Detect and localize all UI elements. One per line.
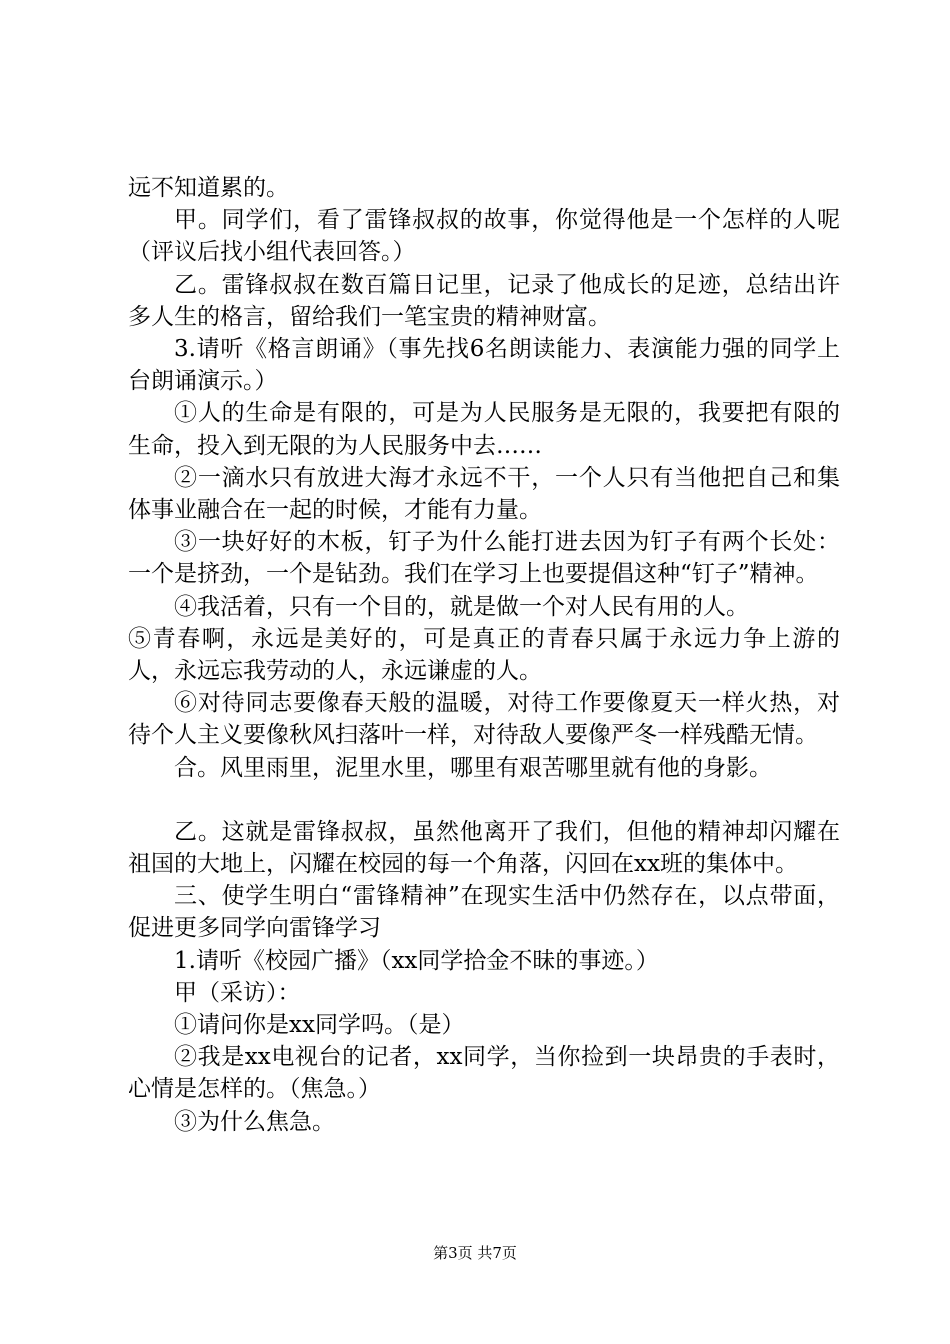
- paragraph-maxim-1: ①人的生命是有限的，可是为人民服务是无限的，我要把有限的生命，投入到无限的为人民服务中去……: [128, 400, 840, 459]
- paragraph-interview-q2: ②我是xx电视台的记者，xx同学，当你捡到一块昂贵的手表时，心情是怎样的。（焦急。）: [128, 1044, 840, 1103]
- paragraph-interview-label: 甲（采访）：: [174, 979, 301, 1006]
- paragraph-maxim-3: ③一块好好的木板，钉子为什么能打进去因为钉子有两个长处：一个是挤劲，一个是钻劲。我们在学习上也要提倡这种“钉子”精神。: [128, 529, 840, 588]
- paragraph-maxim-2: ②一滴水只有放进大海才永远不干，一个人只有当他把自己和集体事业融合在一起的时候，才能有力量。: [128, 464, 840, 524]
- paragraph-jia-question: 甲。同学们，看了雷锋叔叔的故事，你觉得他是一个怎样的人呢（评议后找小组代表回答。）: [128, 207, 840, 266]
- paragraph-maxim-6: ⑥对待同志要像春天般的温暖，对待工作要像夏天一样火热，对待个人主义要像秋风扫落叶一样，对待敌人要像严冬一样残酷无情。: [128, 690, 840, 749]
- paragraph-recitation-intro: 3.请听《格言朗诵》（事先找6名朗读能力、表演能力强的同学上台朗诵演示。）: [128, 336, 840, 395]
- paragraph-continuation: 远不知道累的。: [128, 175, 289, 201]
- paragraph-section-three: 三、使学生明白“雷锋精神”在现实生活中仍然存在，以点带面，促进更多同学向雷锋学习: [128, 883, 840, 942]
- paragraph-interview-q3: ③为什么焦急。: [174, 1108, 335, 1135]
- paragraph-yi-spirit: 乙。这就是雷锋叔叔，虽然他离开了我们，但他的精神却闪耀在祖国的大地上，闪耀在校园的每一个角落，闪回在xx班的集体中。: [128, 818, 840, 878]
- paragraph-maxim-4: ④我活着，只有一个目的，就是做一个对人民有用的人。: [174, 593, 749, 620]
- paragraph-yi-diary: 乙。雷锋叔叔在数百篇日记里，记录了他成长的足迹，总结出许多人生的格言，留给我们一笔宝贵的精神财富。: [128, 271, 840, 330]
- paragraph-maxim-5: ⑤青春啊，永远是美好的，可是真正的青春只属于永远力争上游的人，永远忘我劳动的人，永远谦虚的人。: [128, 625, 840, 685]
- document-body: [128, 172, 840, 1138]
- paragraph-he-chorus: 合。风里雨里，泥里水里，哪里有艰苦哪里就有他的身影。: [174, 754, 772, 781]
- paragraph-interview-q1: ①请问你是xx同学吗。（是）: [174, 1012, 465, 1039]
- page-number-footer: 第3页 共7页: [433, 1244, 517, 1262]
- paragraph-campus-broadcast: 1.请听《校园广播》（xx同学拾金不昧的事迹。）: [174, 947, 659, 974]
